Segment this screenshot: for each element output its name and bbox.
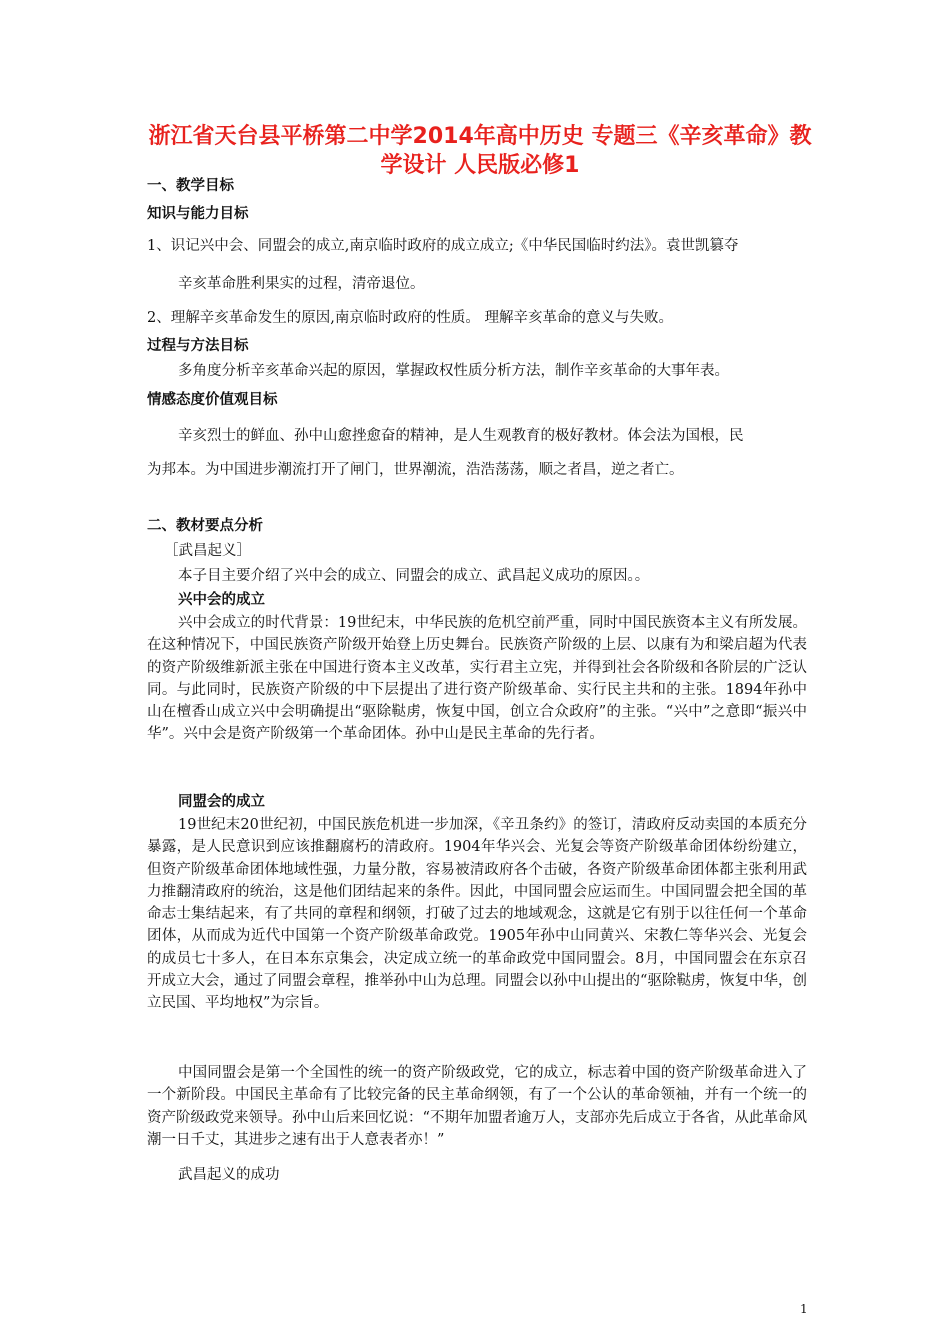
tongmenghui-paragraph: 19世纪末20世纪初，中国民族危机进一步加深，《辛丑条约》的签订，清政府反动卖国的本质充分暴露，是人民意识到应该推翻腐朽的清政府。1904年华兴会、光复会等资产阶级革命团体纷纷建立，但资产阶级革命团体地域性强，力量分散，容易被清政府各个击破，各资产阶级革命团体都主张利用武力推翻清政府的统治，这是他们团结起来的条件。因此，中国同盟会应运而生。中国同盟会把全国的革命志士集结起来，有了共同的章程和纲领，打破了过去的地域观念，这就是它有别于以往任何一个革命团体，从而成为近代中国第一个资产阶级革命政党。1905年孙中山同黄兴、宋教仁等华兴会、光复会的成员七十多人，在日本东京集会，决定成立统一的革命政党中国同盟会。8月，中国同盟会在东京召开成立大会，通过了同盟会章程，推举孙中山为总理。同盟会以孙中山提出的“驱除鞑虏，恢复中华，创立民国、平均地权”为宗旨。 [147, 817, 807, 1012]
page-title: 浙江省天台县平桥第二中学2014年高中历史 专题三《辛亥革命》教学设计 人民版必修1 [148, 124, 812, 178]
intro-text: 本子目主要介绍了兴中会的成立、同盟会的成立、武昌起义成功的原因。。 [178, 568, 650, 584]
subheading-tongmenghui: 同盟会的成立 [178, 794, 265, 810]
xingzhonghui-paragraph: 兴中会成立的时代背景：19世纪末，中华民族的危机空前严重，同时中国民族资本主义有所发展。在这种情况下，中国民族资产阶级开始登上历史舞台。民族资产阶级的上层、以康有为和梁启超为代表的资产阶级维新派主张在中国进行资本主义改革，实行君主立宪，并得到社会各阶级和各阶层的广泛认同。与此同时，民族资产阶级的中下层提出了进行资产阶级革命、实行民主共和的主张。1894年孙中山在檀香山成立兴中会明确提出“驱除鞑虏，恢复中国，创立合众政府”的主张。“兴中”之意即“振兴中华”。兴中会是资产阶级第一个革命团体。孙中山是民主革命的先行者。 [147, 615, 807, 743]
subheading-knowledge-ability: 知识与能力目标 [147, 206, 249, 222]
emotion-text-line-1: 辛亥烈士的鲜血、孙中山愈挫愈奋的精神，是人生观教育的极好教材。体会法为国根，民 [178, 428, 744, 444]
tongmenghui-significance-paragraph: 中国同盟会是第一个全国性的统一的资产阶级政党，它的成立，标志着中国的资产阶级革命进入了一个新阶段。中国民主革命有了比较完备的民主革命纲领，有了一个公认的革命领袖，并有一个统一的资产阶级政党来领导。孙中山后来回忆说：“不期年加盟者逾万人，支部亦先后成立于各省，从此革命风潮一日千丈，其进步之速有出于人意表者亦！” [147, 1065, 807, 1148]
process-method-text: 多角度分析辛亥革命兴起的原因，掌握政权性质分析方法，制作辛亥革命的大事年表。 [178, 363, 729, 379]
subheading-process-method: 过程与方法目标 [147, 338, 249, 354]
goal-item-1-line-1: 1、识记兴中会、同盟会的成立,南京临时政府的成立成立;《中华民国临时约法》。袁世凯篡夺 [147, 238, 739, 254]
bracket-heading-wuchang: ［武昌起义］ [164, 543, 251, 559]
emotion-text-line-2: 为邦本。为中国进步潮流打开了闸门，世界潮流，浩浩荡荡，顺之者昌，逆之者亡。 [147, 462, 684, 478]
goal-item-1-line-2: 辛亥革命胜利果实的过程，清帝退位。 [178, 276, 425, 292]
section-heading-textbook-analysis: 二、教材要点分析 [147, 518, 263, 534]
goal-item-2: 2、理解辛亥革命发生的原因,南京临时政府的性质。 理解辛亥革命的意义与失败。 [147, 310, 673, 326]
section-heading-teaching-goals: 一、教学目标 [147, 178, 234, 194]
subheading-wuchang-success: 武昌起义的成功 [178, 1167, 280, 1183]
subheading-xingzhonghui: 兴中会的成立 [178, 592, 265, 608]
subheading-emotion-values: 情感态度价值观目标 [147, 392, 278, 408]
page-number: 1 [800, 1302, 808, 1316]
